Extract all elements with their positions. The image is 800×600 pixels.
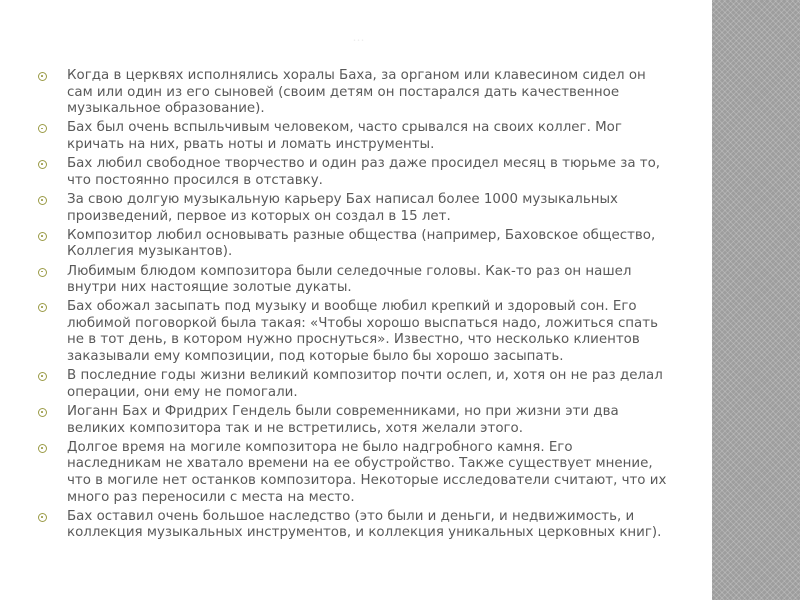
bullet-item	[38, 440, 670, 506]
slide-title: …	[352, 30, 368, 44]
bullet-item	[38, 264, 670, 297]
ring-bullet-icon	[38, 232, 47, 241]
bullet-item	[38, 404, 670, 437]
bullet-text: Любимым блюдом композитора были селедочные головы. Как-то раз он нашел внутри них настоящие золотые дукаты.	[67, 263, 632, 296]
bullet-item	[38, 156, 670, 189]
ring-bullet-icon	[38, 160, 47, 169]
ring-bullet-icon	[38, 513, 47, 522]
ring-bullet-icon	[38, 268, 47, 277]
bullet-text: Когда в церквях исполнялись хоралы Баха, за органом или клавесином сидел он сам или один из его сыновей (своим детям он постарался дать качественное музыкальное образование).	[67, 68, 646, 117]
bullet-item	[38, 228, 670, 261]
ring-bullet-icon	[38, 72, 47, 81]
bullet-list	[38, 68, 670, 545]
ring-bullet-icon	[38, 444, 47, 453]
ring-bullet-icon	[38, 303, 47, 312]
bullet-text: Долгое время на могиле композитора не было надгробного камня. Его наследникам не хватало времени на ее обустройство. Также существует мнение, что в могиле нет останков композитора. Некоторые исследователи считают, что их много раз переносили с места на место.	[67, 439, 667, 505]
bullet-text: Бах оставил очень большое наследство (это были и деньги, и недвижимость, и коллекция музыкальных инструментов, и коллекция уникальных церковных книг).	[67, 508, 662, 541]
bullet-text: В последние годы жизни великий композитор почти ослеп, и, хотя он не раз делал операции, они ему не помогали.	[67, 368, 663, 400]
bullet-text: Бах обожал засыпать под музыку и вообще любил крепкий и здоровый сон. Его любимой поговоркой была такая: «Чтобы хорошо выспаться надо, ложиться спать не в тот день, в котором нужно проснуться». Известно, что несколько клиентов заказывали ему композиции, под которые было бы хорошо засыпать.	[67, 299, 658, 365]
ring-bullet-icon	[38, 124, 47, 133]
bullet-text: Композитор любил основывать разные общества (например, Баховское общество, Коллегия музыкантов).	[67, 227, 656, 260]
bullet-text: Иоганн Бах и Фридрих Гендель были современниками, но при жизни эти два великих композитора так и не встретились, хотя желали этого.	[67, 404, 619, 436]
bullet-item	[38, 68, 670, 118]
ring-bullet-icon	[38, 372, 47, 381]
bullet-text: За свою долгую музыкальную карьеру Бах написал более 1000 музыкальных произведений, первое из которых он создал в 15 лет.	[67, 191, 618, 224]
ring-bullet-icon	[38, 408, 47, 417]
decorative-sidebar	[712, 0, 800, 600]
bullet-text: Бах был очень вспыльчивым человеком, часто срывался на своих коллег. Мог кричать на них, рвать ноты и ломать инструменты.	[67, 120, 622, 152]
bullet-item	[38, 299, 670, 365]
bullet-item	[38, 192, 670, 225]
bullet-item	[38, 368, 670, 401]
bullet-item	[38, 120, 670, 153]
ring-bullet-icon	[38, 196, 47, 205]
bullet-text: Бах любил свободное творчество и один раз даже просидел месяц в тюрьме за то, что постоянно просился в отставку.	[67, 156, 661, 188]
bullet-item	[38, 509, 670, 542]
